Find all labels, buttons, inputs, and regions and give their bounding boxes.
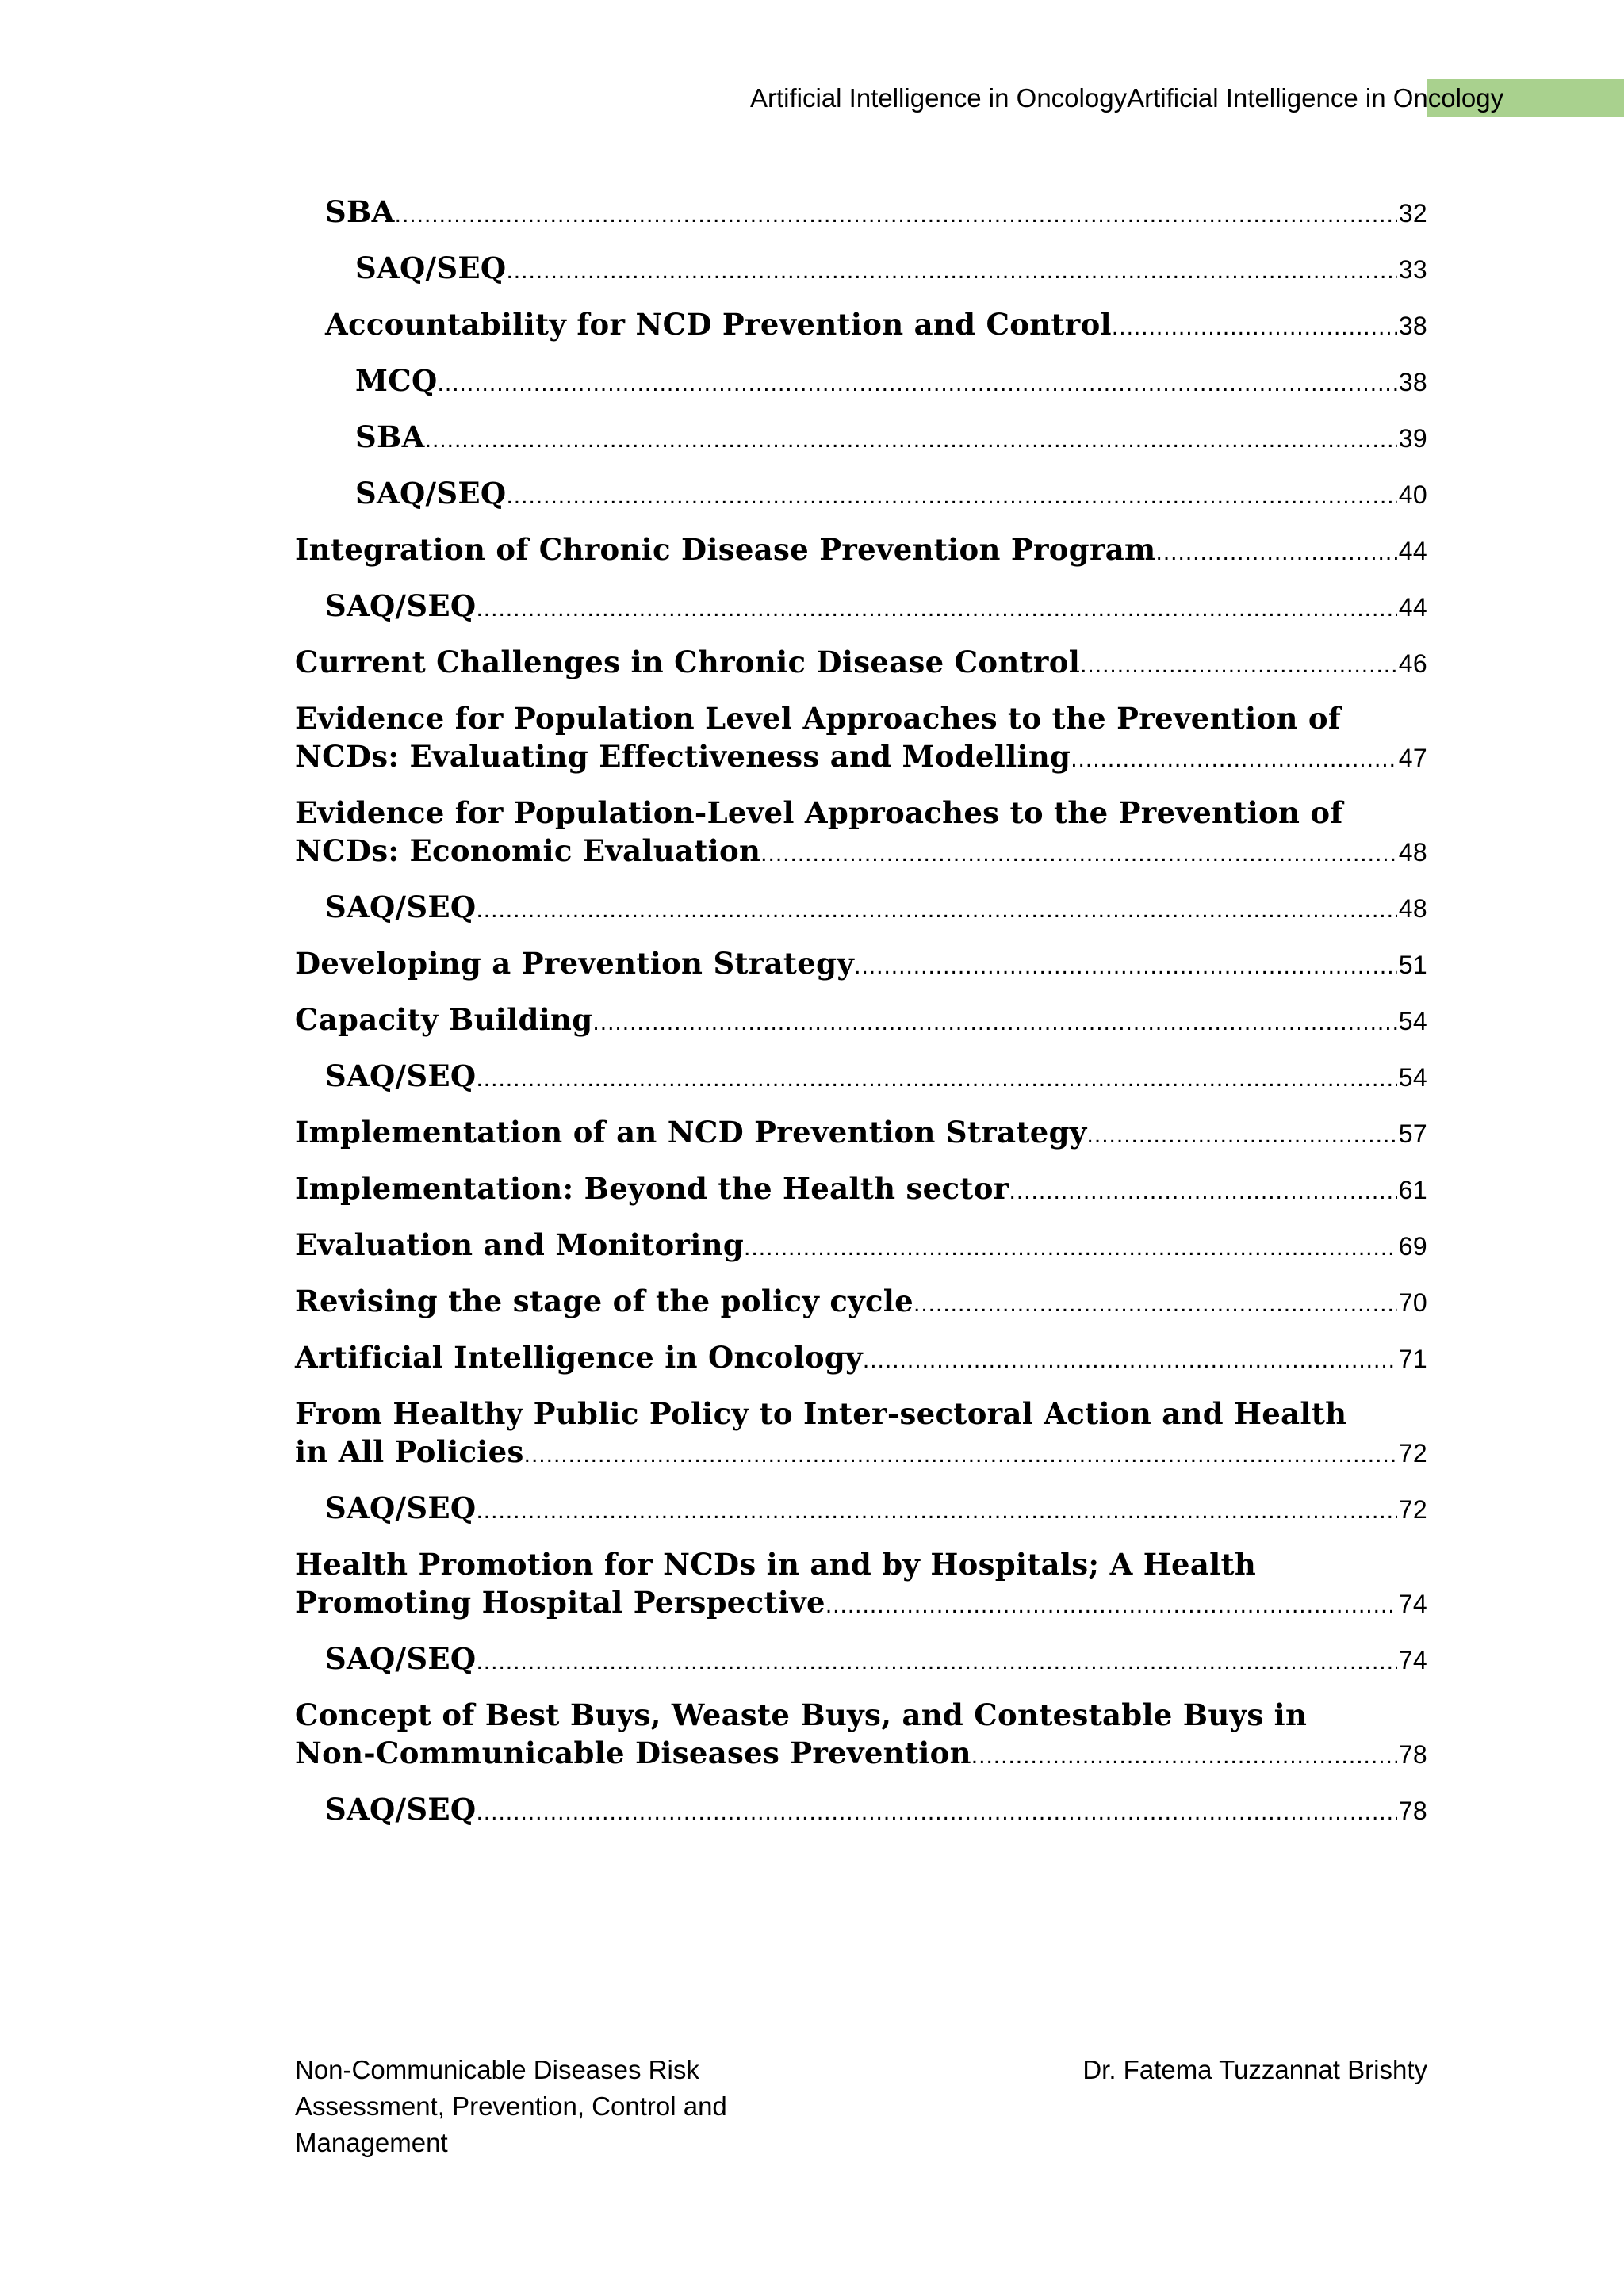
toc-dot-leader: [1112, 308, 1397, 346]
toc-entry[interactable]: [295, 1395, 1427, 1474]
toc-entry[interactable]: [295, 1282, 1427, 1323]
toc-page-number: 54: [1398, 1063, 1427, 1092]
toc-entry[interactable]: [295, 888, 1427, 929]
toc-dot-leader: [592, 1004, 1396, 1042]
toc-entry[interactable]: [295, 1545, 1427, 1624]
footer-book-title-line: Management: [295, 2128, 448, 2157]
toc-entry-title-line: Concept of Best Buys, Weaste Buys, and Contestable Buys in: [295, 1697, 1308, 1732]
toc-page-number: 48: [1398, 838, 1427, 867]
toc-entry[interactable]: [295, 418, 1427, 459]
toc-dot-leader: [476, 891, 1396, 929]
toc-entry[interactable]: [295, 1696, 1427, 1775]
toc-entry[interactable]: [295, 587, 1427, 628]
toc-dot-leader: [476, 1060, 1396, 1098]
toc-entry-title: Capacity Building: [295, 1002, 593, 1037]
toc-entry[interactable]: [295, 1113, 1427, 1154]
toc-entry-title: Integration of Chronic Disease Prevention Program: [295, 532, 1156, 567]
toc-entry-title: Accountability for NCD Prevention and Control: [325, 307, 1112, 342]
toc-dot-leader: [1009, 1173, 1396, 1211]
toc-entry[interactable]: [295, 1790, 1427, 1831]
toc-dot-leader: [1155, 534, 1396, 572]
toc-entry-title: Developing a Prevention Strategy: [295, 946, 855, 981]
toc-page-number: 78: [1398, 1797, 1427, 1825]
toc-entry[interactable]: [295, 1338, 1427, 1380]
toc-page-number: 40: [1398, 480, 1427, 509]
toc-page-number: 74: [1398, 1590, 1427, 1618]
toc-page-number: 71: [1398, 1345, 1427, 1373]
toc-page-number: 48: [1398, 894, 1427, 923]
toc-entry-title: Promoting Hospital Perspective: [295, 1585, 825, 1620]
toc-page-number: 39: [1398, 424, 1427, 453]
toc-entry-title: Current Challenges in Chronic Disease Control: [295, 645, 1081, 679]
toc-page-number: 32: [1398, 199, 1427, 228]
toc-entry-title: NCDs: Economic Evaluation: [295, 833, 761, 868]
toc-entry-title: Evaluation and Monitoring: [295, 1227, 745, 1262]
toc-page-number: 69: [1398, 1232, 1427, 1261]
toc-page-number: 51: [1398, 951, 1427, 979]
toc-entry-title: Implementation of an NCD Prevention Strategy: [295, 1115, 1087, 1150]
toc-entry[interactable]: [295, 643, 1427, 684]
toc-entry-title: in All Policies: [295, 1434, 524, 1469]
toc-entry-title: SAQ/SEQ: [325, 1792, 477, 1827]
toc-entry[interactable]: [295, 1001, 1427, 1042]
toc-entry-title: SBA: [325, 194, 395, 229]
toc-entry[interactable]: [295, 1226, 1427, 1267]
toc-page-number: 46: [1398, 649, 1427, 678]
toc-dot-leader: [506, 477, 1396, 515]
toc-dot-leader: [1080, 646, 1397, 684]
toc-dot-leader: [825, 1586, 1397, 1624]
toc-dot-leader: [854, 947, 1397, 985]
toc-entry-title: Revising the stage of the policy cycle: [295, 1284, 914, 1318]
toc-entry-title-line: Evidence for Population-Level Approaches to the Prevention of: [295, 795, 1343, 830]
toc-entry[interactable]: [295, 362, 1427, 403]
toc-dot-leader: [476, 1643, 1396, 1681]
toc-entry-title: SAQ/SEQ: [325, 1058, 477, 1093]
toc-dot-leader: [438, 365, 1397, 403]
toc-entry[interactable]: [295, 474, 1427, 515]
toc-entry-title: SAQ/SEQ: [355, 251, 507, 285]
toc-page-number: 44: [1398, 593, 1427, 622]
toc-entry[interactable]: [295, 794, 1427, 873]
toc-page-number: 61: [1398, 1176, 1427, 1204]
toc-dot-leader: [476, 590, 1396, 628]
toc-page-number: 57: [1398, 1119, 1427, 1148]
toc-dot-leader: [506, 252, 1396, 290]
toc-page-number: 72: [1398, 1439, 1427, 1468]
toc-entry[interactable]: [295, 1169, 1427, 1211]
toc-entry-title: SAQ/SEQ: [325, 1490, 477, 1525]
toc-entry[interactable]: [295, 193, 1427, 234]
toc-page-number: 78: [1398, 1740, 1427, 1769]
toc-page-number: 38: [1398, 368, 1427, 396]
toc-entry[interactable]: [295, 305, 1427, 346]
toc-dot-leader: [744, 1229, 1397, 1267]
toc-entry-title: SAQ/SEQ: [325, 890, 477, 924]
running-header: Artificial Intelligence in OncologyArtificial Intelligence in Oncology: [750, 83, 1504, 113]
toc-entry-title: SAQ/SEQ: [325, 1641, 477, 1676]
toc-entry-title-line: Health Promotion for NCDs in and by Hospitals; A Health: [295, 1547, 1257, 1582]
toc-dot-leader: [524, 1436, 1397, 1474]
toc-page-number: 72: [1398, 1495, 1427, 1524]
toc-entry[interactable]: [295, 944, 1427, 985]
toc-entry-title: NCDs: Evaluating Effectiveness and Modelling: [295, 739, 1071, 774]
toc-page-number: 54: [1398, 1007, 1427, 1035]
footer-book-title-line: Assessment, Prevention, Control and: [295, 2091, 727, 2121]
toc-entry-title-line: From Healthy Public Policy to Inter-sectoral Action and Health: [295, 1396, 1347, 1431]
toc-entry-title: Implementation: Beyond the Health sector: [295, 1171, 1009, 1206]
toc-dot-leader: [914, 1285, 1397, 1323]
toc-dot-leader: [971, 1737, 1397, 1775]
toc-entry[interactable]: [295, 1489, 1427, 1530]
toc-dot-leader: [425, 421, 1397, 459]
toc-entry-title: SAQ/SEQ: [325, 588, 477, 623]
toc-dot-leader: [1071, 740, 1397, 779]
toc-page-number: 70: [1398, 1288, 1427, 1317]
toc-entry-title: SAQ/SEQ: [355, 476, 507, 511]
toc-dot-leader: [863, 1341, 1397, 1380]
toc-entry-title: Non-Communicable Diseases Prevention: [295, 1735, 971, 1770]
toc-page-number: 33: [1398, 255, 1427, 284]
toc-dot-leader: [760, 835, 1397, 873]
toc-page-number: 44: [1398, 537, 1427, 565]
toc-page-number: 38: [1398, 312, 1427, 340]
footer-book-title: [295, 2052, 771, 2161]
toc-entry[interactable]: [295, 1640, 1427, 1681]
toc-entry-title-line: Evidence for Population Level Approaches to the Prevention of: [295, 701, 1342, 736]
toc-entry-title: Artificial Intelligence in Oncology: [295, 1340, 863, 1375]
footer-book-title-line: Non-Communicable Diseases Risk: [295, 2055, 699, 2084]
toc-dot-leader: [476, 1793, 1396, 1831]
toc-page-number: 74: [1398, 1646, 1427, 1674]
footer-author: Dr. Fatema Tuzzannat Brishty: [1082, 2055, 1427, 2084]
toc-page-number: 47: [1398, 744, 1427, 772]
toc-entry-title: MCQ: [355, 363, 438, 398]
toc-dot-leader: [476, 1492, 1396, 1530]
toc-entry[interactable]: [295, 249, 1427, 290]
toc-dot-leader: [1087, 1116, 1397, 1154]
table-of-contents: [295, 193, 1427, 1846]
toc-entry[interactable]: [295, 530, 1427, 572]
toc-entry-title: SBA: [355, 419, 425, 454]
toc-entry[interactable]: [295, 699, 1427, 779]
toc-dot-leader: [395, 196, 1397, 234]
toc-entry[interactable]: [295, 1057, 1427, 1098]
